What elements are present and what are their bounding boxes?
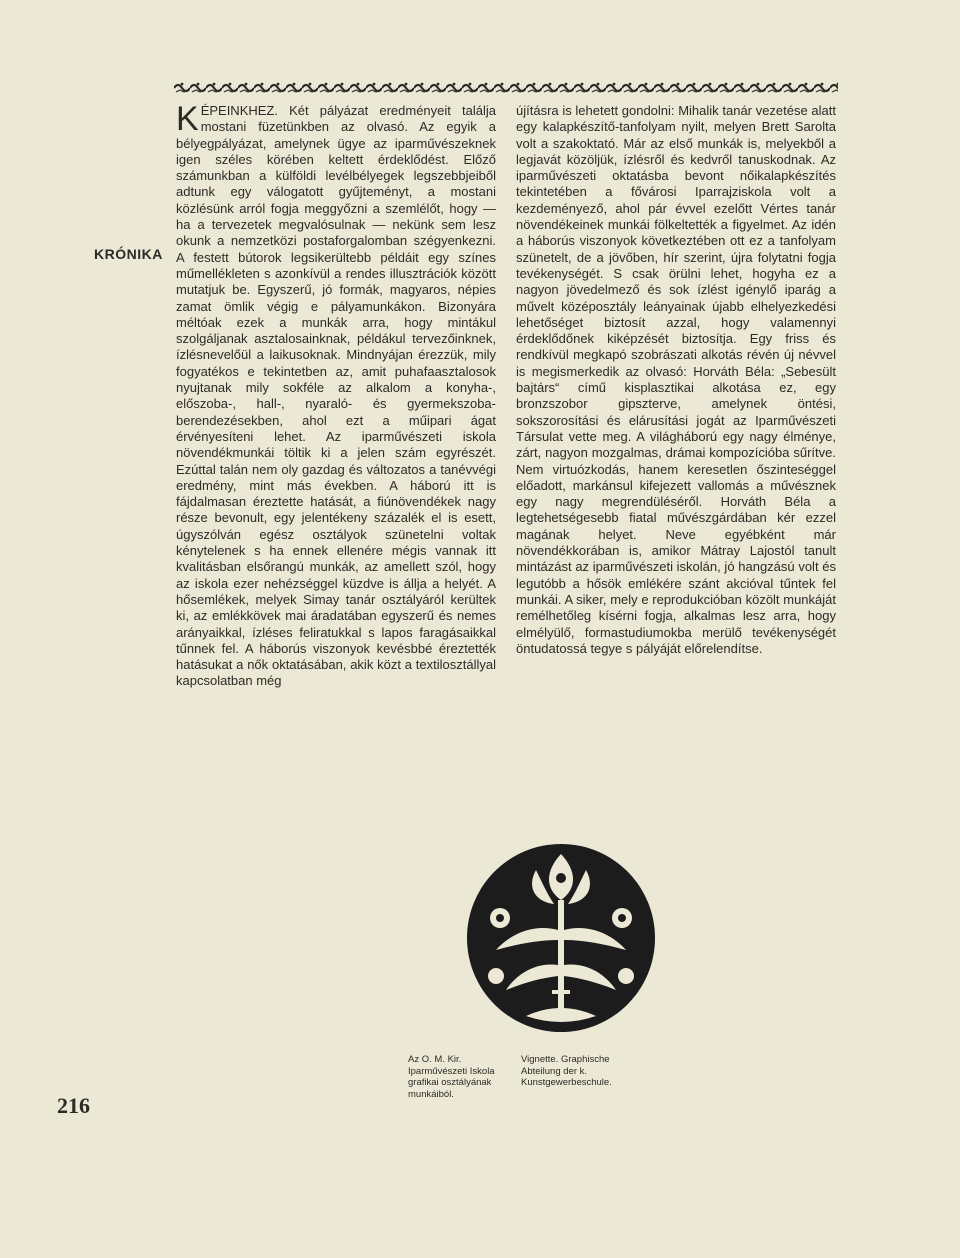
- left-column: [176, 100, 496, 690]
- decorative-border: [174, 80, 838, 94]
- right-column: [516, 103, 836, 657]
- section-label: KRÓNIKA: [94, 246, 163, 262]
- drop-cap: K: [176, 100, 199, 138]
- caption-hungarian: Az O. M. Kir. Iparművészeti Iskola grafikai osztályának munkáiból.: [408, 1054, 495, 1100]
- vignette-image: [466, 840, 656, 1036]
- left-column-text: ÉPEINKHEZ. Két pályázat eredményeit találja mostani füzetünkben az olvasó. Az egyik a bélyegpályázat, amelynek ügye az iparművészeknek igen széles körében keltett érdeklődést. Előző számunkban a külföldi levélbélyegek legszebbjeiből adtunk egy válogatott gyűjteményt, a mostani közlésünk arról fogja meggyőzni a szemlélőt, hogy — ha a tervezetek megvalósulnak — nekünk sem lesz okunk a nemzetközi postaforgalomban szégyenkezni. A festett bútorok legsikerültebb példáit egy színes műmellékleten s azonkívül a rendes illusztrációk között mutatjuk be. Egyszerű, jó formák, magyaros, népies zamat ömlik végig e pályamunkákon. Bizonyára méltóak ezek a munkák arra, hogy mintákul szolgáljanak asztalosainknak, példákul tervezőinknek, ízlésnevelőül a laikusoknak. Mindnyájan érezzük, mily fogyatékos e tekintetben az, amit puhafaasztalosok nyujtanak mily sokféle az alkalom a konyha-, előszoba-, hall-, nyaraló- és gyermekszoba-berendezésekben, ahol ezt a műipari ágat érvényesíteni lehet. Az iparművészeti iskola növendékmunkái töltik ki a jelen szám egyrészét. Ezúttal talán nem oly gazdag és változatos a tanévvégi eredmény, mint más években. A háború itt is fájdalmasan éreztette hatását, a fiúnövendékek nagy része bevonult, egy jelentékeny százalék el is esett, úgyszólván egész osztályok szünetelni voltak kénytelenek s ha ennek ellenére mégis vannak itt kvalitásban elsőrangú munkák, az amellett szól, hogy az iskola ezer nehézséggel küzdve is állja a helyét. A hősemlékek, melyek Simay tanár osztályáról kerültek ki, az emlékkövek mai áradatában egyszerű és nemes arányaikkal, ízléses feliratukkal s lapos faragásaikkal tűnnek fel. A háborús viszonyok kevésbbé éreztették hatásukat a nők oktatásában, akik közt a textilosztállyal kapcsolatban még: [176, 103, 496, 689]
- right-column-text: újításra is lehetett gondolni: Mihalik tanár vezetése alatt egy kalapkészítő-tanfolyam nyilt, melyen Brett Sarolta volt a szakoktató. Már az első munkák is, melyekből a legjavát közöljük, ízlésről és kedvről tanuskodnak. Az iparművészeti oktatásba bevont nőikalapkészítés tekintetében a fővárosi Iparrajziskola volt a kezdeményező, ahol pár évvel ezelőtt Vértes tanár növendékeinek munkái fölkeltették a figyelmet. Az idén a háborús viszonyok következtében ott ez a tanfolyam szünetelt, de a jövőben, hír szerint, újra folytatni fogja tevékenységét. S csak örülni lehet, hogyha ez a nagyon jövedelmező és sok ízlést igénylő iparág a művelt középosztály leányainak újabb elhelyezkedési lehetőséget biztosít azzal, hogy valamennyi érdeklődőnek kiképzését biztosítja. Egy friss és rendkívül megkapó szobrászati alkotás révén új névvel is megismerkedik az olvasó: Horváth Béla: „Sebesült bajtárs“ című kisplasztikai alkotása ez, egy bronzszobor gipszterve, amelynek öntési, sokszorosítási és elárusítási jogát az Iparművészeti Társulat vette meg. A világháború egy nagy élménye, zárt, nagyon mozgalmas, drámai kompozícióba sűrítve. Nem virtuózkodás, hanem keresetlen őszinteséggel előadott, markánsul kifejezett vallomás a művésznek egy nagy megrendüléséről. Horváth Béla a legtehetségesebb fiatal művészgárdában kér ezzel magának helyet. Neve egyébként már növendékkorában is, amikor Mátray Lajostól tanult mintázást az iparművészeti iskolán, jó hangzású volt és legutóbb a hősök emlékére szánt akcióval tűntek fel munkái. A siker, mely e reprodukcióban közölt munkáját remélhetőleg kísérni fogja, alkalmas lesz arra, hogy elmélyülő, formastudiumokba merülő tevékenységét öntudatossá tegye s pályáját előrelendítse.: [516, 103, 836, 656]
- page-number: 216: [57, 1093, 90, 1118]
- caption-german: Vignette. Graphische Abteilung der k. Kunstgewerbeschule.: [521, 1054, 612, 1088]
